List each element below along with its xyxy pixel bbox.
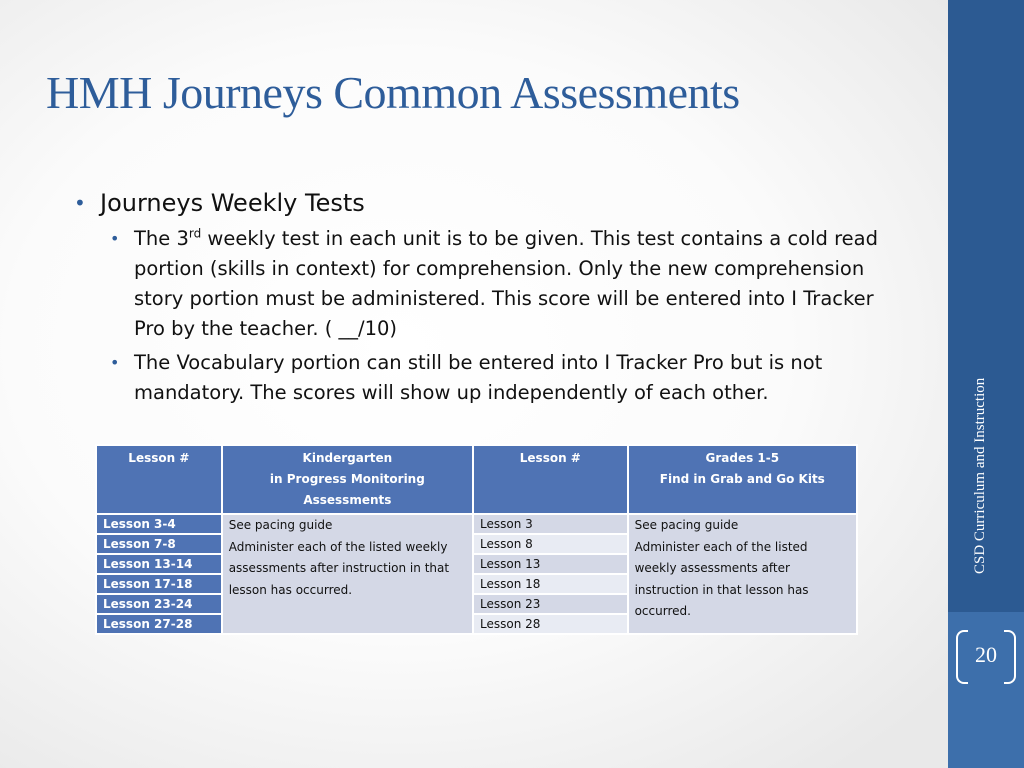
g-info-line1: See pacing guide (634, 518, 739, 532)
bullet-text-weekly-tests: Journeys Weekly Tests (100, 189, 365, 217)
g-lesson-cell: Lesson 3 (473, 514, 628, 534)
sidebar-vertical-text (972, 544, 989, 574)
header-grades-line1: Grades 1-5 (705, 451, 780, 465)
k-lesson-cell: Lesson 7-8 (96, 534, 222, 554)
bullet-text-pre: The 3 (134, 227, 189, 250)
page-number: 20 (975, 642, 997, 667)
header-grades-line2: Find in Grab and Go Kits (659, 472, 825, 486)
table-row (96, 514, 857, 534)
left-brace-icon (956, 630, 968, 684)
g-lesson-cell: Lesson 13 (473, 554, 628, 574)
bullet-level1 (74, 186, 894, 220)
bullet-text-vocabulary: The Vocabulary portion can still be entered into I Tracker Pro but is not mandatory. The scores will show up independently of each other. (134, 351, 823, 404)
g-lesson-cell: Lesson 28 (473, 614, 628, 634)
k-lesson-cell: Lesson 23-24 (96, 594, 222, 614)
k-lesson-cell: Lesson 3-4 (96, 514, 222, 534)
header-kindergarten-line1: Kindergarten (302, 451, 393, 465)
header-kindergarten-line2: in Progress Monitoring Assessments (269, 472, 425, 507)
g-lesson-cell: Lesson 18 (473, 574, 628, 594)
page-number-badge (956, 630, 1016, 680)
right-brace-icon (1004, 630, 1016, 684)
g-lesson-cell: Lesson 8 (473, 534, 628, 554)
ordinal-superscript: rd (188, 226, 202, 241)
g-info-cell (628, 514, 857, 634)
table-header-row (96, 445, 857, 514)
k-info-line2: Administer each of the listed weekly assessments after instruction in that lesson has occurred. (228, 539, 450, 597)
k-lesson-cell: Lesson 17-18 (96, 574, 222, 594)
bullet-dot-icon: • (110, 229, 120, 248)
g-lesson-cell: Lesson 23 (473, 594, 628, 614)
header-kindergarten (222, 445, 473, 514)
slide-title: HMH Journeys Common Assessments (46, 67, 740, 118)
k-lesson-cell: Lesson 27-28 (96, 614, 222, 634)
k-info-cell (222, 514, 473, 634)
header-lesson-k: Lesson # (96, 445, 222, 514)
bullet-level2-vocabulary (110, 348, 894, 408)
header-grades (628, 445, 857, 514)
bullet-dot-icon: • (74, 191, 86, 215)
assessment-table (95, 444, 858, 635)
k-info-line1: See pacing guide (228, 518, 333, 532)
bullet-dot-icon: • (110, 353, 120, 372)
header-lesson-g: Lesson # (473, 445, 628, 514)
k-lesson-cell: Lesson 13-14 (96, 554, 222, 574)
bullet-list (74, 186, 894, 408)
bullet-text-post: weekly test in each unit is to be given. This test contains a cold read portion (skills in context) for comprehension. Only the new comprehension story portion must be administered. This score will be entered into I Tracker Pro by the teacher. ( __/10) (134, 227, 878, 340)
bullet-text-third-test (134, 224, 894, 344)
g-info-line2: Administer each of the listed weekly assessments after instruction in that lesson has occurred. (634, 539, 809, 618)
bullet-level2-third-test (110, 224, 894, 344)
